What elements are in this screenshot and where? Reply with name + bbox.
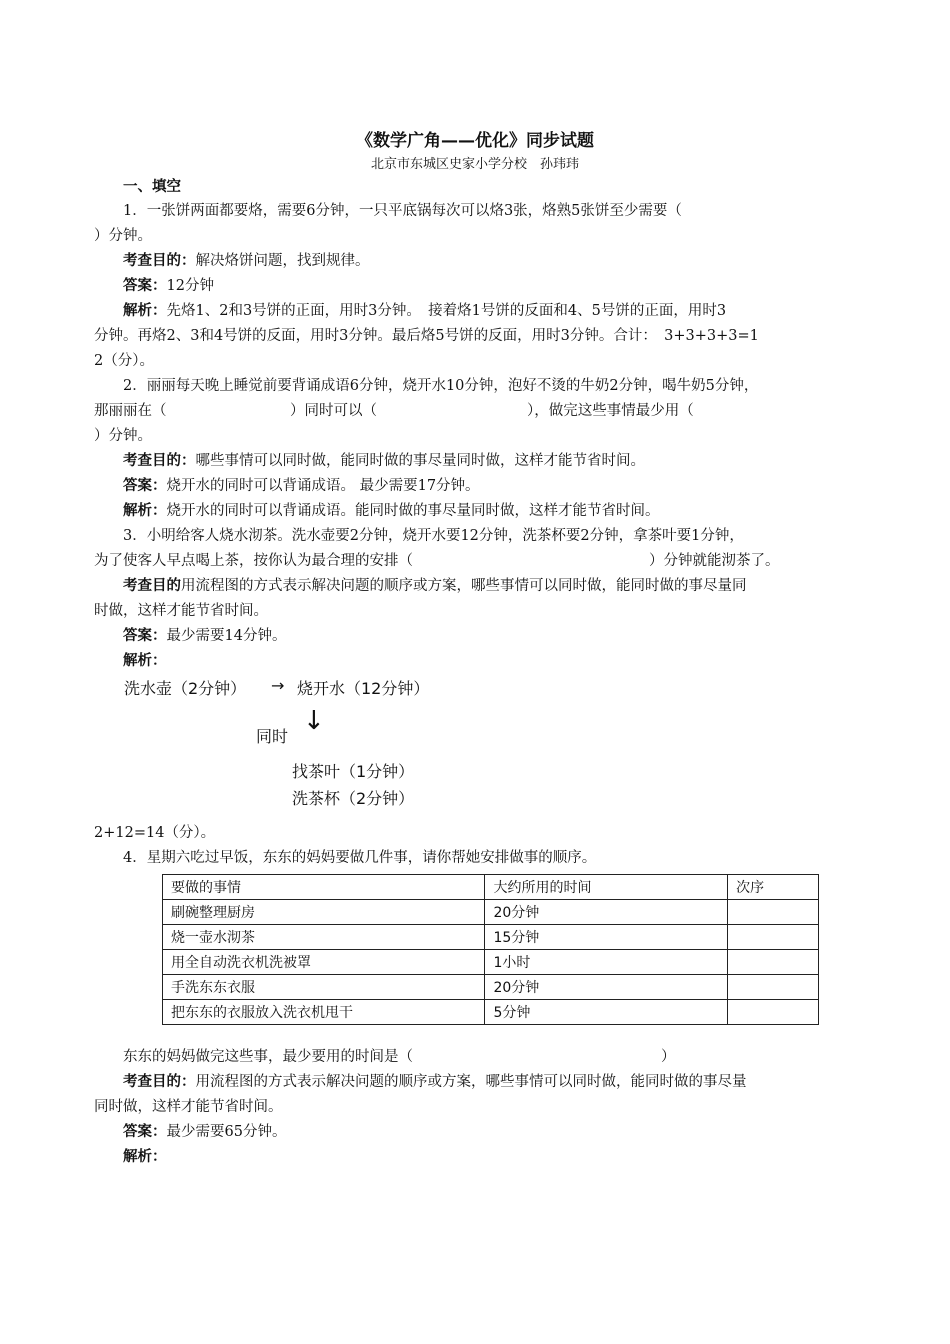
table-cell: 刷碗整理厨房 (163, 900, 485, 925)
table-row (163, 1000, 819, 1025)
table-row (163, 900, 819, 925)
q3-calc: 2+12=14（分）。 (94, 825, 216, 841)
flow-step-wash-cups: 洗茶杯（2分钟） (292, 789, 415, 808)
order-cell (728, 1000, 819, 1025)
q4-question-b: ） (661, 1049, 676, 1065)
table-row (163, 950, 819, 975)
flow-step-find-tea: 找茶叶（1分钟） (292, 762, 415, 781)
q4-answer: 答案：最少需要65分钟。 (123, 1124, 287, 1140)
table-row (163, 925, 819, 950)
q4-analysis-label: 解析： (123, 1149, 167, 1165)
table-cell: 手洗东东衣服 (163, 975, 485, 1000)
q3-analysis-label: 解析： (123, 653, 167, 669)
q2-line1: 2．丽丽每天晚上睡觉前要背诵成语6分钟，烧开水10分钟，泡好不烫的牛奶2分钟，喝牛奶5分钟， (123, 378, 759, 394)
q2-answer: 答案：烧开水的同时可以背诵成语。 最少需要17分钟。 (123, 478, 480, 494)
task-table (162, 874, 819, 1025)
q3-line2b: ）分钟就能沏茶了。 (649, 553, 780, 569)
q2-line2b: ）同时可以（ (290, 403, 377, 419)
arrow-right-icon: → (271, 676, 285, 695)
table-cell: 用全自动洗衣机洗被罩 (163, 950, 485, 975)
q1-line1: 1．一张饼两面都要烙，需要6分钟，一只平底锅每次可以烙3张，烙熟5张饼至少需要（ (123, 203, 682, 219)
table-cell: 20分钟 (485, 975, 728, 1000)
q1-analysis-end: 2（分）。 (94, 353, 154, 369)
table-cell: 20分钟 (485, 900, 728, 925)
q3-line1: 3．小明给客人烧水沏茶。洗水壶要2分钟，烧开水要12分钟，洗茶杯要2分钟，拿茶叶要1分钟， (123, 528, 744, 544)
q2-line3: ）分钟。 (94, 428, 152, 444)
q3-purpose: 考查目的用流程图的方式表示解决问题的顺序或方案，哪些事情可以同时做，能同时做的事尽量同 (123, 578, 747, 594)
q2-line2c: ），做完这些事情最少用（ (527, 403, 694, 419)
table-cell: 烧一壶水沏茶 (163, 925, 485, 950)
page-title: 《数学广角——优化》同步试题 (356, 131, 594, 151)
q2-purpose: 考查目的：哪些事情可以同时做，能同时做的事尽量同时做，这样才能节省时间。 (123, 453, 645, 469)
q1-analysis: 解析：先烙1、2和3号饼的正面，用时3分钟。 接着烙1号饼的反面和4、5号饼的正面，用时3 (123, 303, 727, 319)
q4-line1: 4．星期六吃过早饭，东东的妈妈要做几件事，请你帮她安排做事的顺序。 (123, 850, 597, 866)
q3-purpose-cont: 时做，这样才能节省时间。 (94, 603, 268, 619)
table-cell: 5分钟 (485, 1000, 728, 1025)
table-header: 大约所用的时间 (485, 875, 728, 900)
q4-purpose: 考查目的：用流程图的方式表示解决问题的顺序或方案，哪些事情可以同时做，能同时做的事尽量 (123, 1074, 747, 1090)
q4-question-a: 东东的妈妈做完这些事，最少要用的时间是（ (123, 1049, 413, 1065)
author-line: 北京市东城区史家小学分校 孙玮玮 (370, 157, 579, 172)
table-row (163, 975, 819, 1000)
table-cell: 15分钟 (485, 925, 728, 950)
q1-answer: 答案：12分钟 (123, 278, 214, 294)
table-header: 次序 (728, 875, 819, 900)
q2-line2a: 那丽丽在（ (94, 403, 167, 419)
q1-line2: ）分钟。 (94, 228, 152, 244)
flow-step-wash-kettle: 洗水壶（2分钟） (124, 679, 247, 698)
order-cell (728, 975, 819, 1000)
q3-answer: 答案：最少需要14分钟。 (123, 628, 287, 644)
table-cell: 把东东的衣服放入洗衣机甩干 (163, 1000, 485, 1025)
order-cell (728, 900, 819, 925)
order-cell (728, 925, 819, 950)
q3-line2a: 为了使客人早点喝上茶，按你认为最合理的安排（ (94, 553, 413, 569)
section-heading: 一、填空 (123, 179, 181, 195)
arrow-down-icon: ↓ (303, 706, 325, 736)
flow-step-boil-water: 烧开水（12分钟） (297, 679, 430, 698)
q1-purpose: 考查目的：解决烙饼问题，找到规律。 (123, 253, 370, 269)
table-header-row (163, 875, 819, 900)
q2-analysis: 解析：烧开水的同时可以背诵成语。能同时做的事尽量同时做，这样才能节省时间。 (123, 503, 660, 519)
q1-analysis-cont: 分钟。再烙2、3和4号饼的反面，用时3分钟。最后烙5号饼的反面，用时3分钟。合计： 3+3+3+3=1 (94, 328, 759, 344)
flow-same-time: 同时 (256, 727, 289, 746)
table-header: 要做的事情 (163, 875, 485, 900)
table-cell: 1小时 (485, 950, 728, 975)
order-cell (728, 950, 819, 975)
q4-purpose-cont: 同时做，这样才能节省时间。 (94, 1099, 283, 1115)
